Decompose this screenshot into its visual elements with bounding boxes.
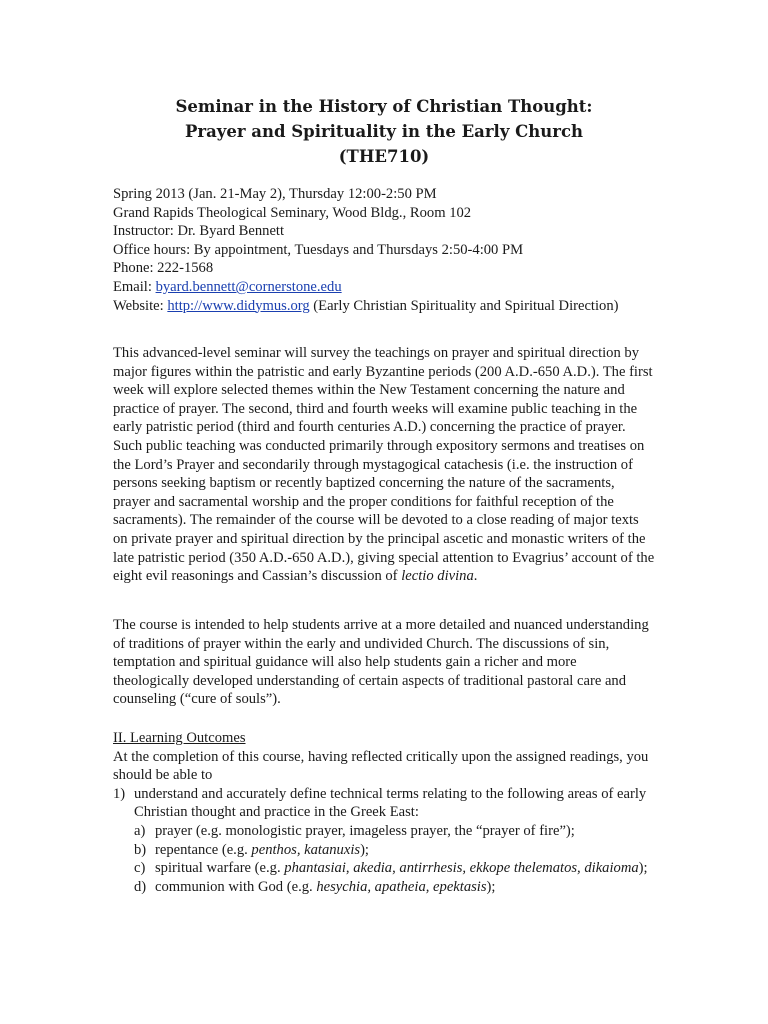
description-paragraph-1 <box>113 344 655 586</box>
list-item <box>113 785 655 822</box>
text-fragment: spiritual warfare (e.g. <box>155 860 285 877</box>
sub-list-letter: d) <box>134 878 147 895</box>
location: Grand Rapids Theological Seminary, Wood Bldg., Room 102 <box>113 204 472 221</box>
sub-list-item <box>134 841 655 860</box>
instructor: Instructor: Dr. Byard Bennett <box>113 223 285 240</box>
website-note: (Early Christian Spirituality and Spiritual Direction) <box>309 297 619 314</box>
list-item-text: understand and accurately define technical terms relating to the following areas of early Christian thought and practice in the Greek East: <box>134 785 647 821</box>
sub-list-text: prayer (e.g. monologistic prayer, imageless prayer, the “prayer of fire”); <box>155 822 575 839</box>
sub-list-item <box>134 878 655 897</box>
text-fragment: ); <box>638 860 648 877</box>
list-number: 1) <box>113 785 126 802</box>
sub-list-text <box>155 878 655 897</box>
description-paragraph-2: The course is intended to help students arrive at a more detailed and nuanced understanding of traditions of prayer within the early and undivided Church. The discussions of sin, temptation and spiritual guidance will also help students gain a richer and more theologically developed understanding of certain aspects of traditional pastoral care and counseling (“cure of souls”). <box>113 617 649 708</box>
paragraph-end: . <box>473 568 478 585</box>
text-fragment: ); <box>360 841 369 858</box>
text-fragment: communion with God (e.g. <box>155 878 317 895</box>
sub-list-letter: c) <box>134 860 146 877</box>
website-link[interactable]: http://www.didymus.org <box>167 297 310 314</box>
italic-term: antirrhesis, ekkope thelematos, dikaioma <box>399 860 639 877</box>
text-fragment: repentance (e.g. <box>155 841 252 858</box>
paragraph-text: This advanced-level seminar will survey the teachings on prayer and spiritual direction by major figures within the patristic and early Byzantine periods (200 A.D.-650 A.D.). The first week will explore selected themes within the New Testament concerning the nature and practice of prayer. The second, third and fourth weeks will examine public teaching in the early patristic period (third and fourth centuries A.D.) concerning the practice of prayer. Such public teaching was conducted primarily through expository sermons and treatises on the Lord’s Prayer and secondarily through mystagogical catachesis (i.e. the instruction of persons seeking baptism or recently baptized concerning the nature of the sacraments, prayer and sacramental worship and the proper conditions for faithful reception of the sacraments). The remainder of the course will be devoted to a close reading of major texts on private prayer and spiritual direction by the principal ascetic and monastic writers of the late patristic period (350 A.D.-650 A.D.), giving special attention to Evagrius’ account of the eight evil reasonings and Cassian’s discussion of <box>113 345 655 585</box>
course-title <box>0 94 768 169</box>
office-hours: Office hours: By appointment, Tuesdays and Thursdays 2:50-4:00 PM <box>113 241 524 258</box>
text-fragment: ); <box>486 878 496 895</box>
sub-list-item <box>134 822 655 841</box>
email-label: Email: <box>113 278 156 295</box>
title-line-1: Seminar in the History of Christian Thought: <box>175 97 593 116</box>
learning-outcomes-section <box>113 729 655 896</box>
term-schedule: Spring 2013 (Jan. 21-May 2), Thursday 12:00-2:50 PM <box>113 186 437 202</box>
text-fragment: , <box>392 860 400 877</box>
email-link[interactable]: byard.bennett@cornerstone.edu <box>155 278 342 295</box>
text-fragment: , <box>345 860 354 877</box>
italic-term: akedia <box>353 860 393 877</box>
course-info <box>113 185 673 315</box>
sub-list-item <box>134 859 655 878</box>
sub-list-letter: a) <box>134 822 146 839</box>
phone: Phone: 222-1568 <box>113 260 214 277</box>
italic-term: hesychia, apatheia, epektasis <box>316 878 487 895</box>
italic-term: penthos, katanuxis <box>251 841 361 858</box>
sub-list-text <box>155 841 655 860</box>
website-line <box>113 297 673 316</box>
italic-term: lectio divina <box>401 568 474 585</box>
title-line-2: Prayer and Spirituality in the Early Church <box>184 122 584 141</box>
outcomes-intro: At the completion of this course, having reflected critically upon the assigned readings, you should be able to <box>113 748 649 784</box>
sub-list-letter: b) <box>134 841 147 858</box>
website-label: Website: <box>113 297 168 314</box>
course-code: (THE710) <box>338 147 430 166</box>
email-line <box>113 278 673 297</box>
sub-list-text <box>155 859 655 878</box>
italic-term: phantasiai <box>284 860 346 877</box>
section-heading: II. Learning Outcomes <box>113 730 246 746</box>
